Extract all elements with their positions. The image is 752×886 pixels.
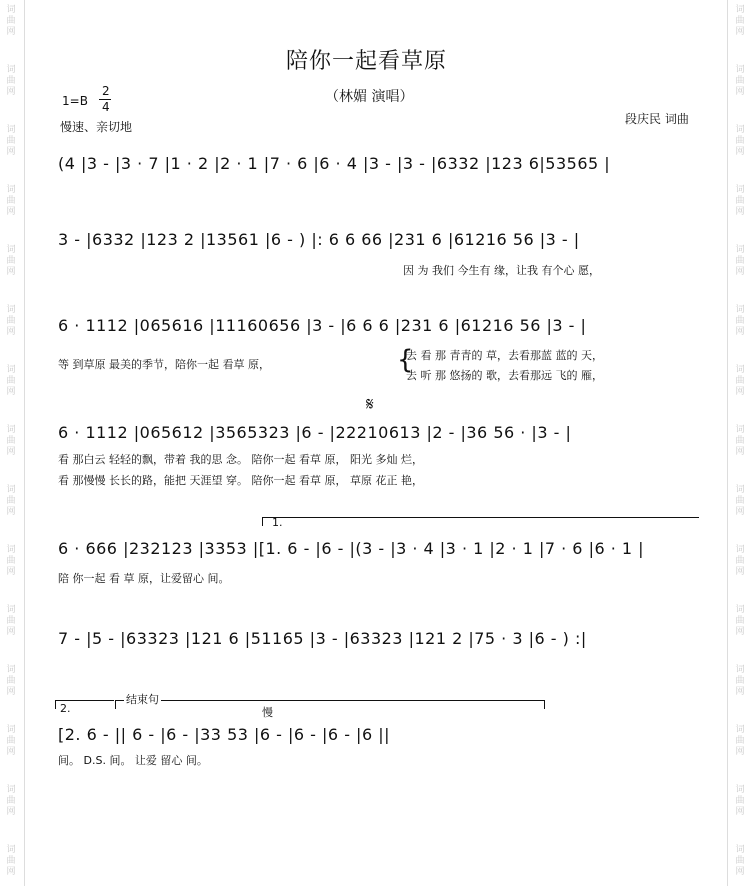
lyric-line: 陪 你一起 看 草 原，让爱留心 间。 <box>58 572 230 585</box>
watermark: 词曲网 <box>6 785 16 817</box>
notation-row: [2. 6 - || 6 - |6 - |33 53 |6 - |6 - |6 - |6 || <box>58 725 390 744</box>
lyric-line: 间。 D.S. 间。 让爱 留心 间。 <box>58 754 208 767</box>
watermark: 词曲网 <box>6 125 16 157</box>
lyric-line: 看 那慢慢 长长的路，能把 天涯望 穿。 陪你一起 看草 原， 草原 花正 艳， <box>58 474 423 487</box>
watermark: 词曲网 <box>6 245 16 277</box>
watermark: 词曲网 <box>735 665 745 697</box>
notation-row: (4 |3 - |3 · 7 |1 · 2 |2 · 1 |7 · 6 |6 · 4 |3 - |3 - |6332 |123 6|53565 | <box>58 154 611 173</box>
notation-row: 6 · 1112 |065616 |11160656 |3 - |6 6 6 |231 6 |61216 56 |3 - | <box>58 316 587 335</box>
watermark: 词曲网 <box>735 305 745 337</box>
watermark: 词曲网 <box>735 65 745 97</box>
volta-1-bracket <box>262 517 699 526</box>
watermark: 词曲网 <box>6 65 16 97</box>
watermark: 词曲网 <box>735 605 745 637</box>
notation-row: 6 · 666 |232123 |3353 |[1. 6 - |6 - |(3 - |3 · 4 |3 · 1 |2 · 1 |7 · 6 |6 · 1 | <box>58 539 645 558</box>
lyric-line: 看 那白云 轻轻的飘，带着 我的思 念。 陪你一起 看草 原， 阳光 多灿 烂， <box>58 453 423 466</box>
slow-marking: 慢 <box>262 706 273 719</box>
song-title: 陪你一起看草原 <box>286 49 448 74</box>
watermark: 词曲网 <box>735 785 745 817</box>
watermark: 词曲网 <box>735 845 745 877</box>
watermark: 词曲网 <box>6 545 16 577</box>
left-edge-line <box>24 0 25 886</box>
segno-sign: 𝄋 <box>366 394 374 415</box>
notation-row: 7 - |5 - |63323 |121 6 |51165 |3 - |63323 |121 2 |75 · 3 |6 - ) :| <box>58 629 587 648</box>
watermark: 词曲网 <box>6 845 16 877</box>
watermark: 词曲网 <box>735 365 745 397</box>
composer-credits: 段庆民 词曲 <box>625 112 689 126</box>
performer-subtitle: （林媚 演唱） <box>325 89 414 105</box>
watermark: 词曲网 <box>6 485 16 517</box>
volta-1-label: 1. <box>272 516 283 529</box>
watermark: 词曲网 <box>6 185 16 217</box>
lyric-line: 等 到草原 最美的季节，陪你一起 看草 原， <box>58 358 270 371</box>
watermark: 词曲网 <box>735 425 745 457</box>
watermark: 词曲网 <box>735 185 745 217</box>
watermark: 词曲网 <box>6 305 16 337</box>
notation-row: 3 - |6332 |123 2 |13561 |6 - ) |: 6 6 66 |231 6 |61216 56 |3 - | <box>58 230 580 249</box>
volta-2-label: 2. <box>60 702 71 715</box>
watermark: 词曲网 <box>735 5 745 37</box>
lyric-line: 去 看 那 青青的 草，去看那蓝 蓝的 天， <box>406 349 603 362</box>
time-signature-bottom: 4 <box>102 100 110 114</box>
time-signature-top: 2 <box>102 84 110 98</box>
watermark: 词曲网 <box>735 245 745 277</box>
key-signature: 1=B <box>62 94 88 108</box>
watermark: 词曲网 <box>735 125 745 157</box>
watermark: 词曲网 <box>735 545 745 577</box>
watermark: 词曲网 <box>6 605 16 637</box>
right-edge-line <box>727 0 728 886</box>
tempo-marking: 慢速、亲切地 <box>60 120 133 134</box>
watermark: 词曲网 <box>735 485 745 517</box>
notation-row: 6 · 1112 |065612 |3565323 |6 - |22210613 |2 - |36 56 · |3 - | <box>58 423 572 442</box>
watermark: 词曲网 <box>6 5 16 37</box>
lyric-line: 因 为 我们 今生有 缘，让我 有个心 愿， <box>403 264 600 277</box>
ending-bracket <box>115 700 545 709</box>
watermark: 词曲网 <box>6 665 16 697</box>
verse-brace: { <box>397 345 414 375</box>
watermark: 词曲网 <box>6 425 16 457</box>
lyric-line: 去 听 那 悠扬的 歌，去看那远 飞的 雁， <box>406 369 603 382</box>
watermark: 词曲网 <box>6 365 16 397</box>
watermark: 词曲网 <box>735 725 745 757</box>
watermark: 词曲网 <box>6 725 16 757</box>
ending-label: 结束句 <box>126 693 159 706</box>
